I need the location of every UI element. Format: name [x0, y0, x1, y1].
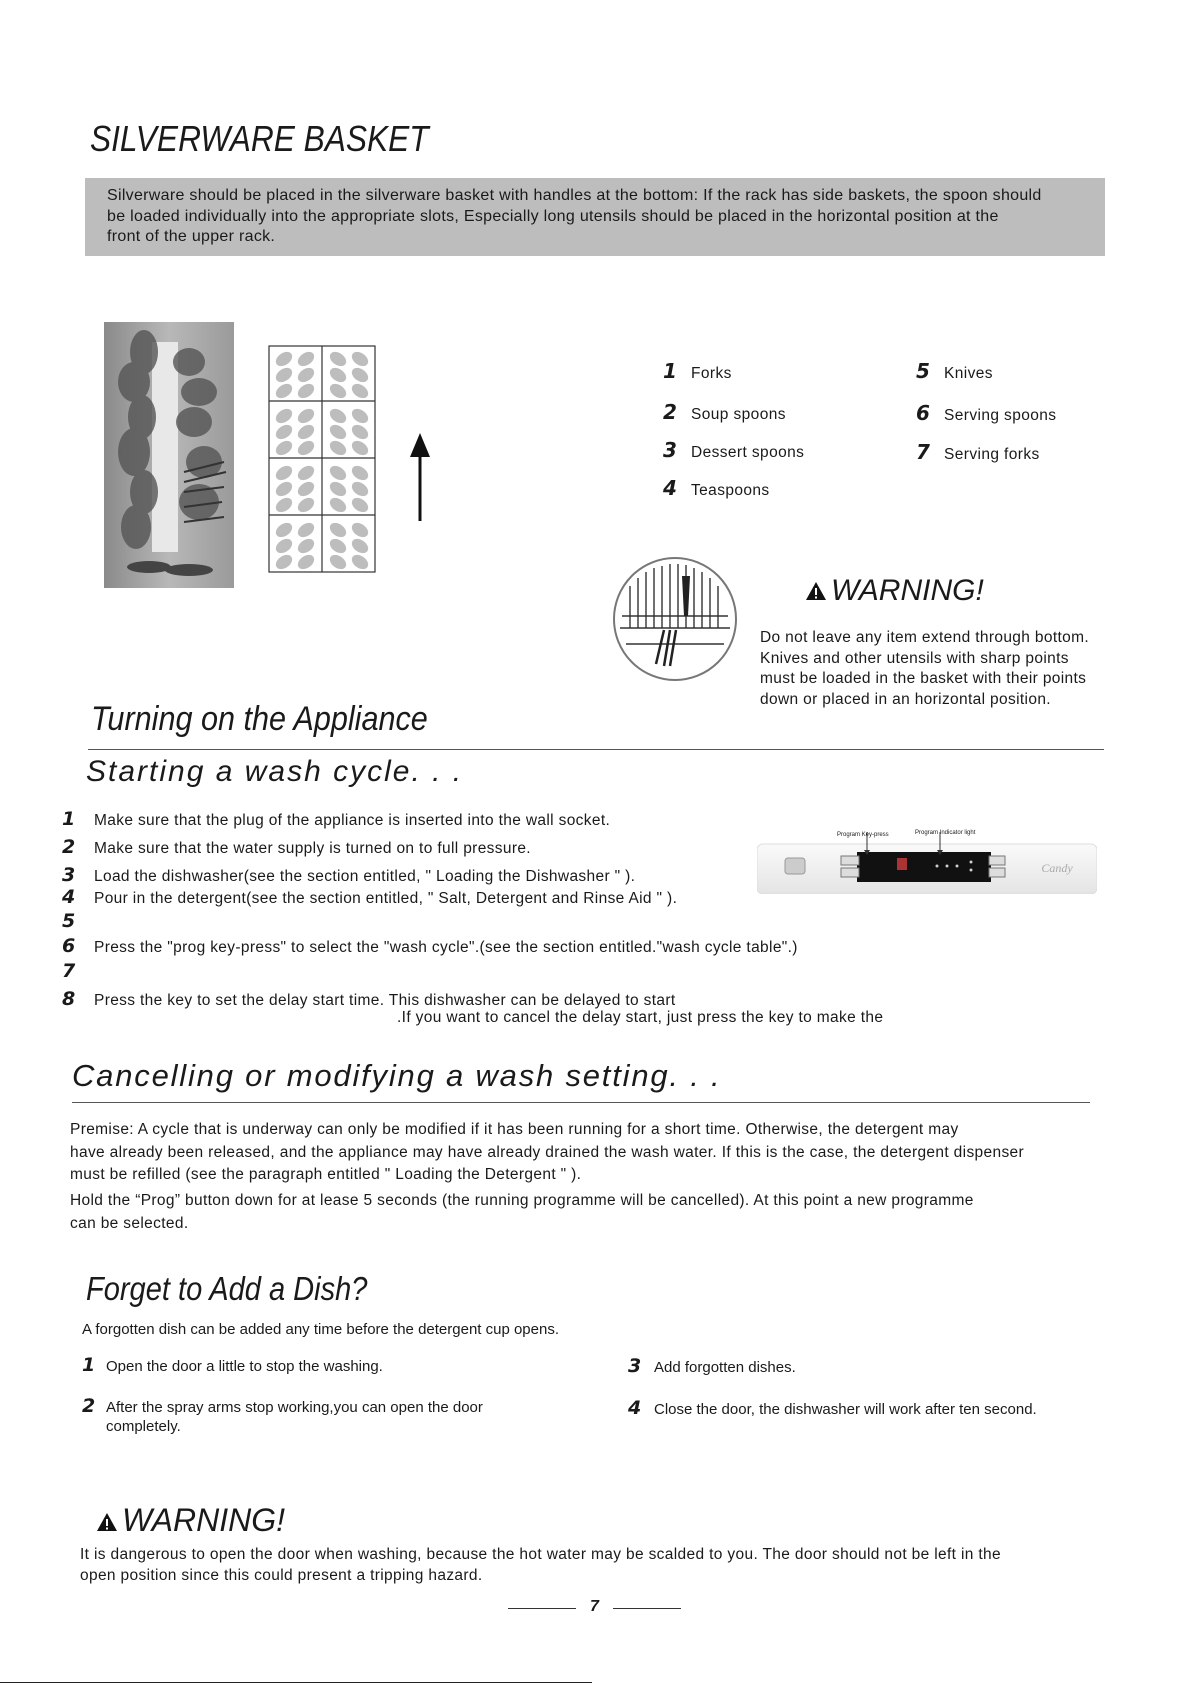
- utensil-item: 6 Serving spoons: [916, 401, 1057, 425]
- panel-label-keypress: Program Key-press: [837, 832, 889, 838]
- utensil-item: 3 Dessert spoons: [663, 438, 805, 462]
- utensil-item: 2 Soup spoons: [663, 400, 786, 424]
- warning-triangle-icon: [96, 1512, 118, 1532]
- utensil-item: 5 Knives: [916, 359, 993, 383]
- step-item: 3 Load the dishwasher(see the section entitled, " Loading the Dishwasher " ).: [62, 864, 636, 886]
- page-number-rule-right: [613, 1608, 681, 1609]
- intro-line: front of the upper rack.: [107, 228, 276, 245]
- warning-triangle-icon: [805, 581, 827, 601]
- page-number: 7: [590, 1598, 599, 1615]
- step-item: 2 Make sure that the water supply is turned on to full pressure.: [62, 836, 531, 858]
- forget-step: 2 After the spray arms stop working,you can open the door: [82, 1395, 483, 1417]
- bottom-edge-rule: [0, 1682, 592, 1683]
- divider: [72, 1102, 1090, 1103]
- page-title: SILVERWARE BASKET: [90, 118, 429, 159]
- silverware-basket-photo: [104, 322, 234, 588]
- section-title-turning-on: Turning on the Appliance: [91, 700, 428, 738]
- premise-paragraph: Premise: A cycle that is underway can only be modified if it has been running for a short time. Otherwise, the detergent may have already been released, and the appliance may have already drained the wash water. If this is the case, the detergent dispenser must be refilled (see the paragraph entitled " Loading the Detergent " ).: [70, 1121, 1025, 1183]
- section-title-cancelling: Cancelling or modifying a wash setting. . .: [72, 1058, 722, 1093]
- basket-grid-diagram: [268, 345, 376, 573]
- forget-step: 4 Close the door, the dishwasher will work after ten second.: [628, 1397, 1037, 1419]
- silverware-intro-box: [85, 178, 1105, 256]
- page-number-rule-left: [508, 1608, 576, 1609]
- section-title-forget: Forget to Add a Dish?: [86, 1270, 368, 1307]
- utensil-item: 4 Teaspoons: [663, 476, 770, 500]
- forget-step-continued: completely.: [106, 1418, 181, 1435]
- step-item: 1 Make sure that the plug of the appliance is inserted into the wall socket.: [62, 808, 611, 830]
- utensil-item: 1 Forks: [663, 359, 732, 383]
- warning-heading: WARNING!: [805, 574, 984, 608]
- forget-step: 3 Add forgotten dishes.: [628, 1355, 796, 1377]
- intro-line: Silverware should be placed in the silverware basket with handles at the bottom: If the rack has side baskets, the spoon should: [107, 187, 1042, 204]
- hold-paragraph: Hold the “Prog” button down for at lease 5 seconds (the running programme will be cancelled). At this point a new programme can be selected.: [70, 1192, 974, 1232]
- panel-label-indicator: Program Indicator light: [915, 830, 976, 836]
- step-item: 7: [62, 960, 76, 982]
- utensil-item: 7 Serving forks: [916, 440, 1040, 464]
- final-warning-text: It is dangerous to open the door when washing, because the hot water may be scalded to you. The door should not be left in the open position since this could present a tripping hazard.: [80, 1546, 1001, 1584]
- step-item: 4 Pour in the detergent(see the section entitled, " Salt, Detergent and Rinse Aid " ).: [62, 886, 678, 908]
- brand-logo: Candy: [1041, 861, 1073, 875]
- step-item: 8 Press the key to set the delay start time. This dishwasher can be delayed to start: [62, 988, 676, 1010]
- arrow-up-icon: [408, 433, 432, 523]
- forget-intro: A forgotten dish can be added any time before the detergent cup opens.: [82, 1321, 560, 1338]
- step-item-continued: .If you want to cancel the delay start, just press the key to make the: [397, 1009, 884, 1026]
- final-warning-heading: WARNING!: [96, 1502, 285, 1539]
- forget-step: 1 Open the door a little to stop the washing.: [82, 1354, 383, 1376]
- subsection-title: Starting a wash cycle. . .: [86, 755, 464, 788]
- divider: [88, 749, 1104, 750]
- step-item: 6 Press the "prog key-press" to select the "wash cycle".(see the section entitled."wash cycle table".): [62, 935, 798, 957]
- warning-text: Do not leave any item extend through bottom. Knives and other utensils with sharp points must be loaded in the basket with their points down or placed in an horizontal position.: [760, 629, 1090, 708]
- step-item: 5: [62, 910, 76, 932]
- knife-placement-detail: [612, 556, 738, 682]
- intro-line: be loaded individually into the appropriate slots, Especially long utensils should be placed in the horizontal position at the: [107, 207, 999, 225]
- control-panel-image: [757, 820, 1097, 894]
